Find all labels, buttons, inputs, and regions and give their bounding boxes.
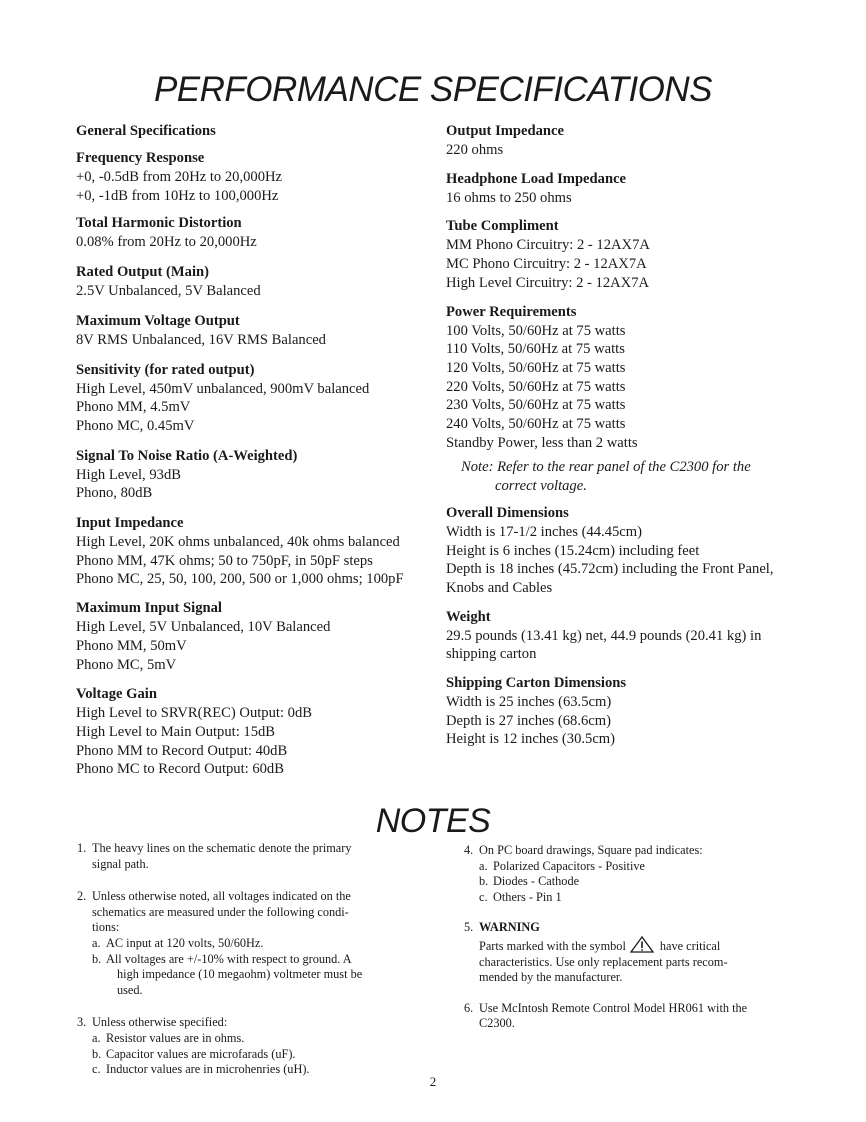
spec-line: 120 Volts, 50/60Hz at 75 watts bbox=[446, 359, 626, 376]
spec-line: 110 Volts, 50/60Hz at 75 watts bbox=[446, 341, 625, 358]
spec-heading: Shipping Carton Dimensions bbox=[446, 675, 627, 692]
spec-heading: Tube Compliment bbox=[446, 218, 559, 235]
note-line: mended by the manufacturer. bbox=[479, 970, 623, 985]
notes-right-column bbox=[464, 843, 794, 1043]
spec-maximum-input-signal bbox=[76, 599, 441, 674]
spec-voltage-gain bbox=[76, 685, 441, 779]
spec-line: Phono MM to Record Output: 40dB bbox=[76, 742, 288, 759]
spec-overall-dimensions bbox=[446, 504, 816, 598]
subitem-letter: b. bbox=[92, 1046, 102, 1061]
power-note bbox=[446, 458, 816, 495]
spec-line: +0, -1dB from 10Hz to 100,000Hz bbox=[76, 187, 279, 204]
page-title: PERFORMANCE SPECIFICATIONS bbox=[153, 70, 713, 109]
note-6 bbox=[464, 1001, 794, 1032]
subitem-line: Inductor values are in microhenries (uH). bbox=[106, 1062, 310, 1077]
note-5 bbox=[464, 920, 794, 985]
spec-tube-compliment bbox=[446, 217, 816, 292]
spec-line: Phono MC, 5mV bbox=[76, 656, 177, 673]
note-subitem bbox=[464, 890, 794, 906]
spec-line: 230 Volts, 50/60Hz at 75 watts bbox=[446, 397, 626, 414]
warning-heading: WARNING bbox=[479, 920, 540, 935]
subitem-line: Diodes - Cathode bbox=[493, 874, 580, 889]
spec-line: Height is 6 inches (15.24cm) including feet bbox=[446, 542, 700, 559]
spec-line: Width is 17-1/2 inches (44.45cm) bbox=[446, 523, 642, 540]
spec-line: High Level, 450mV unbalanced, 900mV balanced bbox=[76, 380, 370, 397]
spec-signal-to-noise bbox=[76, 447, 441, 503]
spec-maximum-voltage-output bbox=[76, 312, 441, 350]
subitem-letter: a. bbox=[92, 935, 101, 950]
subitem-line: Polarized Capacitors - Positive bbox=[493, 858, 645, 873]
spec-heading: Output Impedance bbox=[446, 123, 564, 139]
page-number: 2 bbox=[429, 1074, 437, 1089]
spec-line: High Level, 93dB bbox=[76, 466, 181, 483]
subitem-letter: c. bbox=[479, 889, 488, 904]
warning-triangle-icon bbox=[630, 936, 654, 953]
spec-line: Depth is 27 inches (68.6cm) bbox=[446, 712, 611, 729]
spec-power-requirements bbox=[446, 303, 816, 453]
note-subitem bbox=[464, 874, 794, 890]
spec-line: Height is 12 inches (30.5cm) bbox=[446, 731, 616, 748]
spec-heading: Total Harmonic Distortion bbox=[76, 215, 242, 232]
spec-line: Phono MC, 0.45mV bbox=[76, 417, 195, 434]
note-subitem bbox=[77, 1031, 407, 1047]
spec-output-impedance bbox=[446, 122, 816, 160]
note-line: tions: bbox=[92, 920, 120, 935]
spec-line: 8V RMS Unbalanced, 16V RMS Balanced bbox=[76, 331, 326, 348]
spec-line: Knobs and Cables bbox=[446, 579, 553, 596]
spec-line: High Level, 5V Unbalanced, 10V Balanced bbox=[76, 619, 331, 636]
spec-heading: Weight bbox=[446, 608, 491, 625]
note-line: Unless otherwise noted, all voltages indicated on the bbox=[92, 889, 351, 904]
specs-left-column bbox=[76, 122, 441, 779]
spec-line: Depth is 18 inches (45.72cm) including the Front Panel, bbox=[446, 561, 774, 578]
notes-left-column bbox=[77, 841, 407, 1089]
spec-heading: Frequency Response bbox=[76, 150, 205, 166]
note-1 bbox=[77, 841, 407, 872]
note-line: signal path. bbox=[92, 856, 149, 871]
spec-heading: Input Impedance bbox=[76, 515, 184, 532]
spec-line: Phono MM, 4.5mV bbox=[76, 399, 191, 416]
note-line: Parts marked with the symbol bbox=[479, 938, 626, 953]
spec-rated-output bbox=[76, 263, 441, 301]
spec-heading: Rated Output (Main) bbox=[76, 264, 209, 281]
spec-line: 16 ohms to 250 ohms bbox=[446, 189, 572, 206]
note-4 bbox=[464, 843, 794, 905]
spec-line: 240 Volts, 50/60Hz at 75 watts bbox=[446, 416, 626, 433]
spec-heading: Maximum Input Signal bbox=[76, 600, 222, 617]
spec-sensitivity bbox=[76, 361, 441, 436]
notes-title: NOTES bbox=[375, 802, 491, 840]
note-3 bbox=[77, 1015, 407, 1077]
note-subitem bbox=[77, 936, 407, 952]
subitem-line: Capacitor values are microfarads (uF). bbox=[106, 1046, 296, 1061]
spec-line: Phono MC to Record Output: 60dB bbox=[76, 761, 284, 778]
subitem-line: used. bbox=[117, 982, 143, 997]
spec-heading: Signal To Noise Ratio (A-Weighted) bbox=[76, 447, 298, 464]
subitem-line: high impedance (10 megaohm) voltmeter must be bbox=[117, 967, 363, 982]
spec-line: shipping carton bbox=[446, 646, 537, 663]
spec-line: MC Phono Circuitry: 2 - 12AX7A bbox=[446, 256, 647, 273]
spec-line: Phono MM, 47K ohms; 50 to 750pF, in 50pF steps bbox=[76, 552, 373, 569]
spec-line: MM Phono Circuitry: 2 - 12AX7A bbox=[446, 237, 650, 254]
spec-line: 100 Volts, 50/60Hz at 75 watts bbox=[446, 322, 626, 339]
spec-heading: Power Requirements bbox=[446, 303, 577, 320]
spec-heading: Overall Dimensions bbox=[446, 504, 569, 521]
subitem-letter: a. bbox=[92, 1030, 101, 1045]
spec-line: High Level Circuitry: 2 - 12AX7A bbox=[446, 274, 650, 291]
spec-line: Phono MC, 25, 50, 100, 200, 500 or 1,000 ohms; 100pF bbox=[76, 571, 404, 588]
spec-weight bbox=[446, 608, 816, 664]
power-note-line: correct voltage. bbox=[495, 478, 587, 495]
note-number: 1. bbox=[77, 841, 87, 855]
note-line: Use McIntosh Remote Control Model HR061 with the bbox=[479, 1000, 748, 1015]
spec-frequency-response bbox=[76, 149, 441, 205]
spec-heading: Headphone Load Impedance bbox=[446, 170, 627, 187]
note-line: The heavy lines on the schematic denote the primary bbox=[92, 841, 352, 855]
spec-line: Phono, 80dB bbox=[76, 485, 153, 502]
note-subitem bbox=[464, 859, 794, 875]
spec-heading: Maximum Voltage Output bbox=[76, 312, 240, 329]
spec-line: High Level, 20K ohms unbalanced, 40k ohms balanced bbox=[76, 534, 400, 551]
subitem-line: All voltages are +/-10% with respect to ground. A bbox=[106, 951, 352, 966]
spec-line: 220 Volts, 50/60Hz at 75 watts bbox=[446, 378, 626, 395]
subitem-letter: c. bbox=[92, 1062, 101, 1077]
general-specifications-heading: General Specifications bbox=[76, 123, 216, 139]
spec-heading: Voltage Gain bbox=[76, 686, 157, 703]
note-line: schematics are measured under the following condi- bbox=[92, 904, 349, 919]
note-line: have critical bbox=[659, 938, 721, 953]
note-number: 2. bbox=[77, 889, 87, 904]
note-line: C2300. bbox=[479, 1016, 515, 1031]
note-number: 5. bbox=[464, 920, 474, 935]
spec-line: Width is 25 inches (63.5cm) bbox=[446, 694, 612, 711]
power-note-line: Note: Refer to the rear panel of the C2300 for the bbox=[461, 459, 751, 476]
spec-input-impedance bbox=[76, 514, 441, 589]
note-number: 4. bbox=[464, 843, 474, 857]
note-number: 6. bbox=[464, 1000, 474, 1015]
spec-line: High Level to SRVR(REC) Output: 0dB bbox=[76, 705, 312, 722]
spec-line: 0.08% from 20Hz to 20,000Hz bbox=[76, 234, 257, 251]
spec-headphone-load-impedance bbox=[446, 170, 816, 208]
note-subitem bbox=[77, 1047, 407, 1063]
spec-total-harmonic-distortion bbox=[76, 214, 441, 252]
note-line: On PC board drawings, Square pad indicates: bbox=[479, 843, 703, 857]
note-2 bbox=[77, 889, 407, 998]
spec-line: Phono MM, 50mV bbox=[76, 637, 187, 654]
note-number: 3. bbox=[77, 1015, 87, 1030]
spec-line: 29.5 pounds (13.41 kg) net, 44.9 pounds (20.41 kg) in bbox=[446, 627, 762, 644]
spec-heading: Sensitivity (for rated output) bbox=[76, 361, 255, 378]
subitem-letter: a. bbox=[479, 858, 488, 873]
spec-shipping-carton-dimensions bbox=[446, 674, 816, 749]
note-line: Unless otherwise specified: bbox=[92, 1015, 228, 1030]
spec-line: 220 ohms bbox=[446, 142, 504, 158]
subitem-line: Resistor values are in ohms. bbox=[106, 1030, 245, 1045]
note-subitem bbox=[77, 952, 407, 999]
subitem-letter: b. bbox=[479, 874, 489, 889]
spec-line: High Level to Main Output: 15dB bbox=[76, 723, 276, 740]
note-line: characteristics. Use only replacement parts recom- bbox=[479, 954, 728, 969]
spec-line: 2.5V Unbalanced, 5V Balanced bbox=[76, 283, 261, 300]
subitem-letter: b. bbox=[92, 951, 102, 966]
subitem-line: AC input at 120 volts, 50/60Hz. bbox=[106, 935, 264, 950]
spec-line: Standby Power, less than 2 watts bbox=[446, 434, 638, 451]
specs-right-column bbox=[446, 122, 816, 749]
spec-line: +0, -0.5dB from 20Hz to 20,000Hz bbox=[76, 169, 283, 185]
subitem-line: Others - Pin 1 bbox=[493, 889, 562, 904]
